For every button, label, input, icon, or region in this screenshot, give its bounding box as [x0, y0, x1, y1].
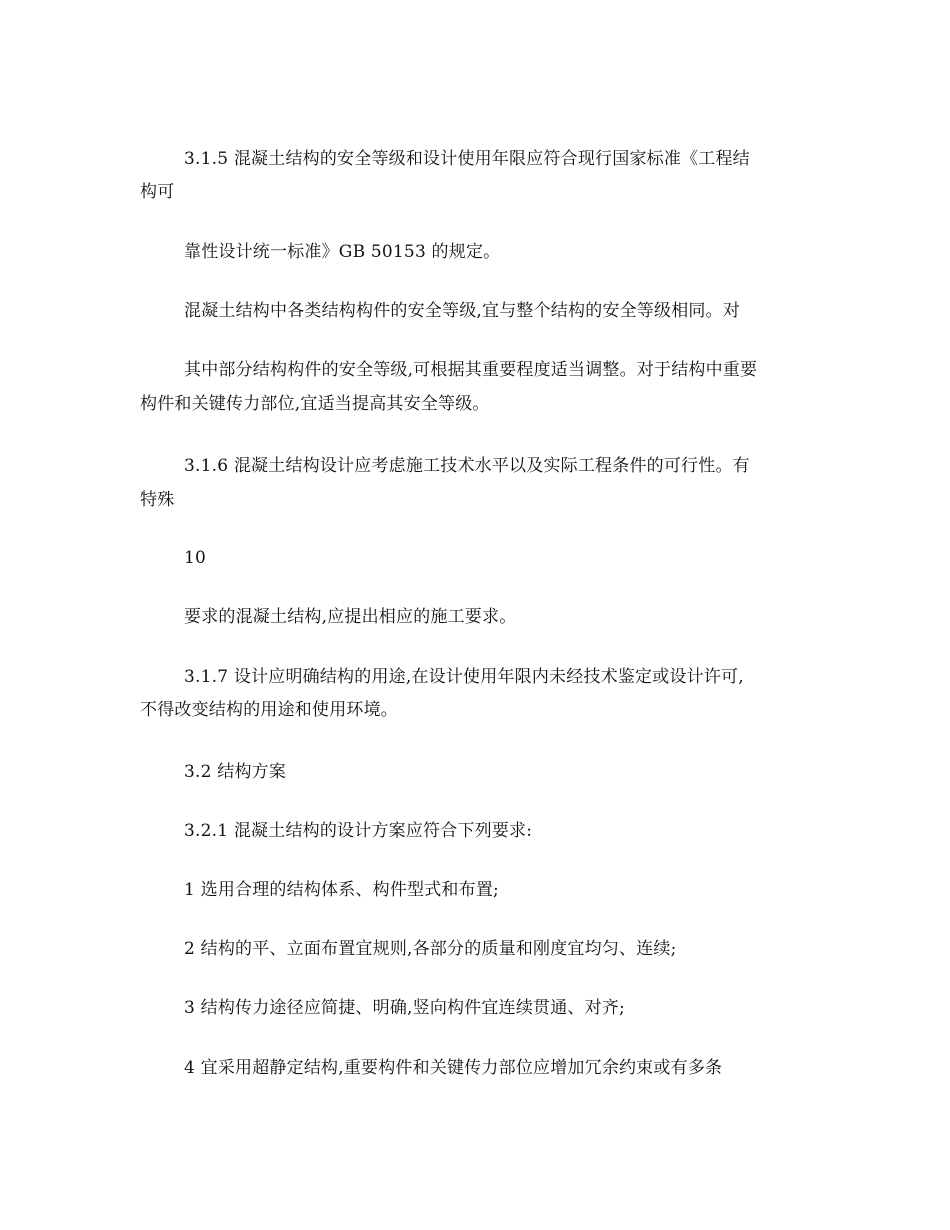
list-item-2: 2 结构的平、立面布置宜规则,各部分的质量和刚度宜均匀、连续;: [184, 939, 677, 959]
clause-3-1-5-line-2: 构可: [140, 182, 175, 202]
paragraph-safety-line-1: 混凝土结构中各类结构构件的安全等级,宜与整个结构的安全等级相同。对: [184, 301, 741, 321]
clause-3-1-6-line-3: 要求的混凝土结构,应提出相应的施工要求。: [184, 607, 517, 627]
clause-3-1-7-line-2: 不得改变结构的用途和使用环境。: [140, 700, 398, 720]
clause-3-2-1: 3.2.1 混凝土结构的设计方案应符合下列要求:: [184, 821, 533, 841]
clause-3-1-6-line-1: 3.1.6 混凝土结构设计应考虑施工技术水平以及实际工程条件的可行性。有: [184, 456, 750, 476]
paragraph-safety-line-2: 其中部分结构构件的安全等级,可根据其重要程度适当调整。对于结构中重要: [184, 360, 758, 380]
page-number: 10: [184, 548, 207, 568]
list-item-3: 3 结构传力途径应简捷、明确,竖向构件宜连续贯通、对齐;: [184, 998, 625, 1018]
clause-3-1-5-line-3: 靠性设计统一标准》GB 50153 的规定。: [184, 242, 501, 262]
list-item-4: 4 宜采用超静定结构,重要构件和关键传力部位应增加冗余约束或有多条: [184, 1058, 723, 1078]
paragraph-safety-line-3: 构件和关键传力部位,宜适当提高其安全等级。: [140, 394, 490, 414]
section-heading-3-2: 3.2 结构方案: [184, 762, 287, 782]
clause-3-1-7-line-1: 3.1.7 设计应明确结构的用途,在设计使用年限内未经技术鉴定或设计许可,: [184, 667, 744, 687]
clause-3-1-5-line-1: 3.1.5 混凝土结构的安全等级和设计使用年限应符合现行国家标准《工程结: [184, 149, 750, 169]
clause-3-1-6-line-2: 特殊: [140, 490, 175, 510]
list-item-1: 1 选用合理的结构体系、构件型式和布置;: [184, 880, 499, 900]
